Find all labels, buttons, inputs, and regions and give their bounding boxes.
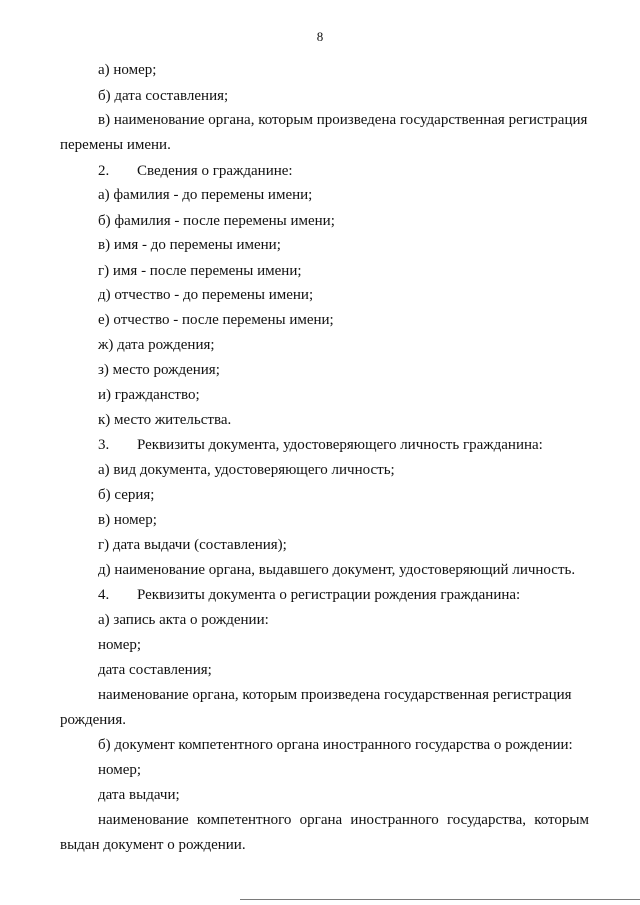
text-line: рождения. bbox=[60, 712, 126, 728]
text-line: з) место рождения; bbox=[98, 362, 220, 378]
text-line: в) номер; bbox=[98, 512, 157, 528]
text-line: наименование компетентного органа иностранного государства, которым bbox=[98, 812, 589, 828]
text-line: наименование органа, которым произведена государственная регистрация bbox=[98, 687, 572, 703]
section-heading: Сведения о гражданине: bbox=[137, 163, 293, 179]
text-line: б) фамилия - после перемены имени; bbox=[98, 213, 335, 229]
text-line: а) фамилия - до перемены имени; bbox=[98, 187, 313, 203]
text-line: дата выдачи; bbox=[98, 787, 180, 803]
text-line: а) номер; bbox=[98, 62, 157, 78]
text-line: б) серия; bbox=[98, 487, 155, 503]
text-line: д) наименование органа, выдавшего документ, удостоверяющий личность. bbox=[98, 562, 576, 578]
text-line: г) дата выдачи (составления); bbox=[98, 537, 287, 553]
section-heading: Реквизиты документа о регистрации рождения гражданина: bbox=[137, 587, 521, 603]
section-heading: Реквизиты документа, удостоверяющего личность гражданина: bbox=[137, 437, 543, 453]
text-line: е) отчество - после перемены имени; bbox=[98, 312, 334, 328]
text-line: б) дата составления; bbox=[98, 88, 229, 104]
text-line: а) запись акта о рождении: bbox=[98, 612, 269, 628]
text-line: в) имя - до перемены имени; bbox=[98, 237, 281, 253]
text-line: перемены имени. bbox=[60, 137, 171, 153]
section-number: 3. bbox=[98, 437, 110, 453]
text-line: а) вид документа, удостоверяющего личность; bbox=[98, 462, 395, 478]
text-line: выдан документ о рождении. bbox=[60, 837, 246, 853]
section-number: 4. bbox=[98, 587, 110, 603]
text-line: дата составления; bbox=[98, 662, 212, 678]
text-line: номер; bbox=[98, 762, 142, 778]
text-line: в) наименование органа, которым произведена государственная регистрация bbox=[98, 112, 588, 128]
text-line: и) гражданство; bbox=[98, 387, 200, 403]
text-line: номер; bbox=[98, 637, 142, 653]
section-number: 2. bbox=[98, 163, 110, 179]
text-line: б) документ компетентного органа иностранного государства о рождении: bbox=[98, 737, 573, 753]
page-number: 8 bbox=[316, 29, 324, 44]
text-line: д) отчество - до перемены имени; bbox=[98, 287, 314, 303]
text-line: к) место жительства. bbox=[98, 412, 232, 428]
text-line: ж) дата рождения; bbox=[98, 337, 215, 353]
bottom-rule bbox=[240, 899, 640, 900]
text-line: г) имя - после перемены имени; bbox=[98, 263, 302, 279]
